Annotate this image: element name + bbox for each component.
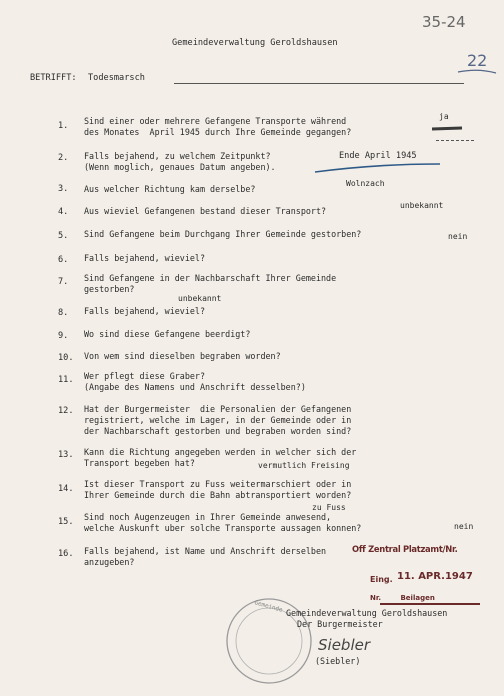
question-13-line-1: Kann die Richtung angegeben werden in welcher sich der bbox=[84, 447, 357, 457]
question-1-line-2: des Monates April 1945 durch Ihre Gemeinde gegangen? bbox=[84, 127, 352, 137]
answer-1-rule bbox=[436, 140, 474, 141]
question-7-line-2: gestorben? bbox=[84, 284, 135, 294]
question-10-number: 10. bbox=[58, 353, 74, 363]
answer-4: unbekannt bbox=[400, 201, 444, 210]
question-11-line-2: (Angabe des Namens und Anschrift desselben?) bbox=[84, 382, 306, 392]
reference-underline bbox=[458, 68, 498, 78]
question-6-number: 6. bbox=[58, 255, 69, 265]
question-15-line-1: Sind noch Augenzeugen in Ihrer Gemeinde anwesend, bbox=[84, 512, 332, 522]
answer-1: ja bbox=[439, 112, 449, 121]
answer-1-strikeout bbox=[432, 124, 464, 134]
question-4-line-1: Aus wieviel Gefangenen bestand dieser Transport? bbox=[84, 206, 327, 216]
question-2-number: 2. bbox=[58, 153, 69, 163]
question-15-number: 15. bbox=[58, 517, 74, 527]
question-2-line-2: (Wenn moglich, genaues Datum angeben). bbox=[84, 162, 276, 172]
answer-5: nein bbox=[448, 232, 468, 241]
question-16-line-2: anzugeben? bbox=[84, 557, 135, 567]
subject-value: Todesmarsch bbox=[88, 73, 145, 83]
receipt-stamp-rule bbox=[380, 603, 480, 605]
question-11-number: 11. bbox=[58, 375, 74, 385]
question-1-line-1: Sind einer oder mehrere Gefangene Transporte während bbox=[84, 116, 347, 126]
seal-text: Gemeinde bbox=[253, 599, 284, 614]
reference-number: 35-24 bbox=[422, 13, 466, 31]
question-12-line-1: Hat der Burgermeister die Personalien der Gefangenen bbox=[84, 404, 352, 414]
question-12-line-2: registriert, welche im Lager, in der Gemeinde oder in bbox=[84, 415, 352, 425]
answer-7: unbekannt bbox=[178, 294, 222, 303]
answer-13: vermutlich Freising bbox=[258, 461, 350, 470]
question-14-number: 14. bbox=[58, 484, 74, 494]
signature-title: Der Burgermeister bbox=[297, 619, 383, 629]
question-16-number: 16. bbox=[58, 549, 74, 559]
answer-3: Wolnzach bbox=[346, 179, 385, 188]
question-7-number: 7. bbox=[58, 277, 69, 287]
question-3-line-1: Aus welcher Richtung kam derselbe? bbox=[84, 184, 256, 194]
answer-14: zu Fuss bbox=[312, 503, 346, 512]
question-3-number: 3. bbox=[58, 184, 69, 194]
answer-15: nein bbox=[454, 522, 474, 531]
handwritten-signature: Siebler bbox=[318, 636, 371, 654]
question-5-line-1: Sind Gefangene beim Durchgang Ihrer Gemeinde gestorben? bbox=[84, 229, 362, 239]
question-8-line-1: Falls bejahend, wieviel? bbox=[84, 306, 206, 316]
question-9-number: 9. bbox=[58, 331, 69, 341]
question-13-number: 13. bbox=[58, 450, 74, 460]
question-11-line-1: Wer pflegt diese Graber? bbox=[84, 371, 206, 381]
question-14-line-2: Ihrer Gemeinde durch die Bahn abtransportiert worden? bbox=[84, 490, 352, 500]
reference-mark: 22 bbox=[467, 51, 488, 70]
receipt-stamp-date: 11. APR.1947 bbox=[397, 571, 473, 582]
question-9-line-1: Wo sind diese Gefangene beerdigt? bbox=[84, 329, 251, 339]
receipt-stamp-attachments: Nr. Beilagen bbox=[370, 594, 435, 602]
question-6-line-1: Falls bejahend, wieviel? bbox=[84, 253, 206, 263]
receipt-stamp-office: Off Zentral Platzamt/Nr. bbox=[352, 544, 458, 554]
question-15-line-2: welche Auskunft uber solche Transporte aussagen konnen? bbox=[84, 523, 362, 533]
receipt-stamp-received-label: Eing. bbox=[370, 575, 393, 584]
signature-printed-name: (Siebler) bbox=[315, 656, 361, 666]
question-16-line-1: Falls bejahend, ist Name und Anschrift derselben bbox=[84, 546, 327, 556]
answer-2: Ende April 1945 bbox=[339, 151, 417, 161]
question-1-number: 1. bbox=[58, 121, 69, 131]
question-2-line-1: Falls bejahend, zu welchem Zeitpunkt? bbox=[84, 151, 271, 161]
question-12-line-3: der Nachbarschaft gestorben und begraben worden sind? bbox=[84, 426, 352, 436]
document-header: Gemeindeverwaltung Geroldshausen bbox=[172, 38, 338, 48]
question-4-number: 4. bbox=[58, 207, 69, 217]
signature-office: Gemeindeverwaltung Geroldshausen bbox=[286, 608, 448, 618]
question-12-number: 12. bbox=[58, 406, 74, 416]
question-7-line-1: Sind Gefangene in der Nachbarschaft Ihrer Gemeinde bbox=[84, 273, 337, 283]
question-14-line-1: Ist dieser Transport zu Fuss weitermarschiert oder in bbox=[84, 479, 352, 489]
subject-underline bbox=[174, 83, 464, 84]
question-13-line-2: Transport begeben hat? bbox=[84, 458, 195, 468]
subject-label: BETRIFFT: bbox=[30, 73, 77, 83]
question-5-number: 5. bbox=[58, 231, 69, 241]
answer-2-underline bbox=[315, 160, 445, 176]
question-8-number: 8. bbox=[58, 308, 69, 318]
question-10-line-1: Von wem sind dieselben begraben worden? bbox=[84, 351, 281, 361]
